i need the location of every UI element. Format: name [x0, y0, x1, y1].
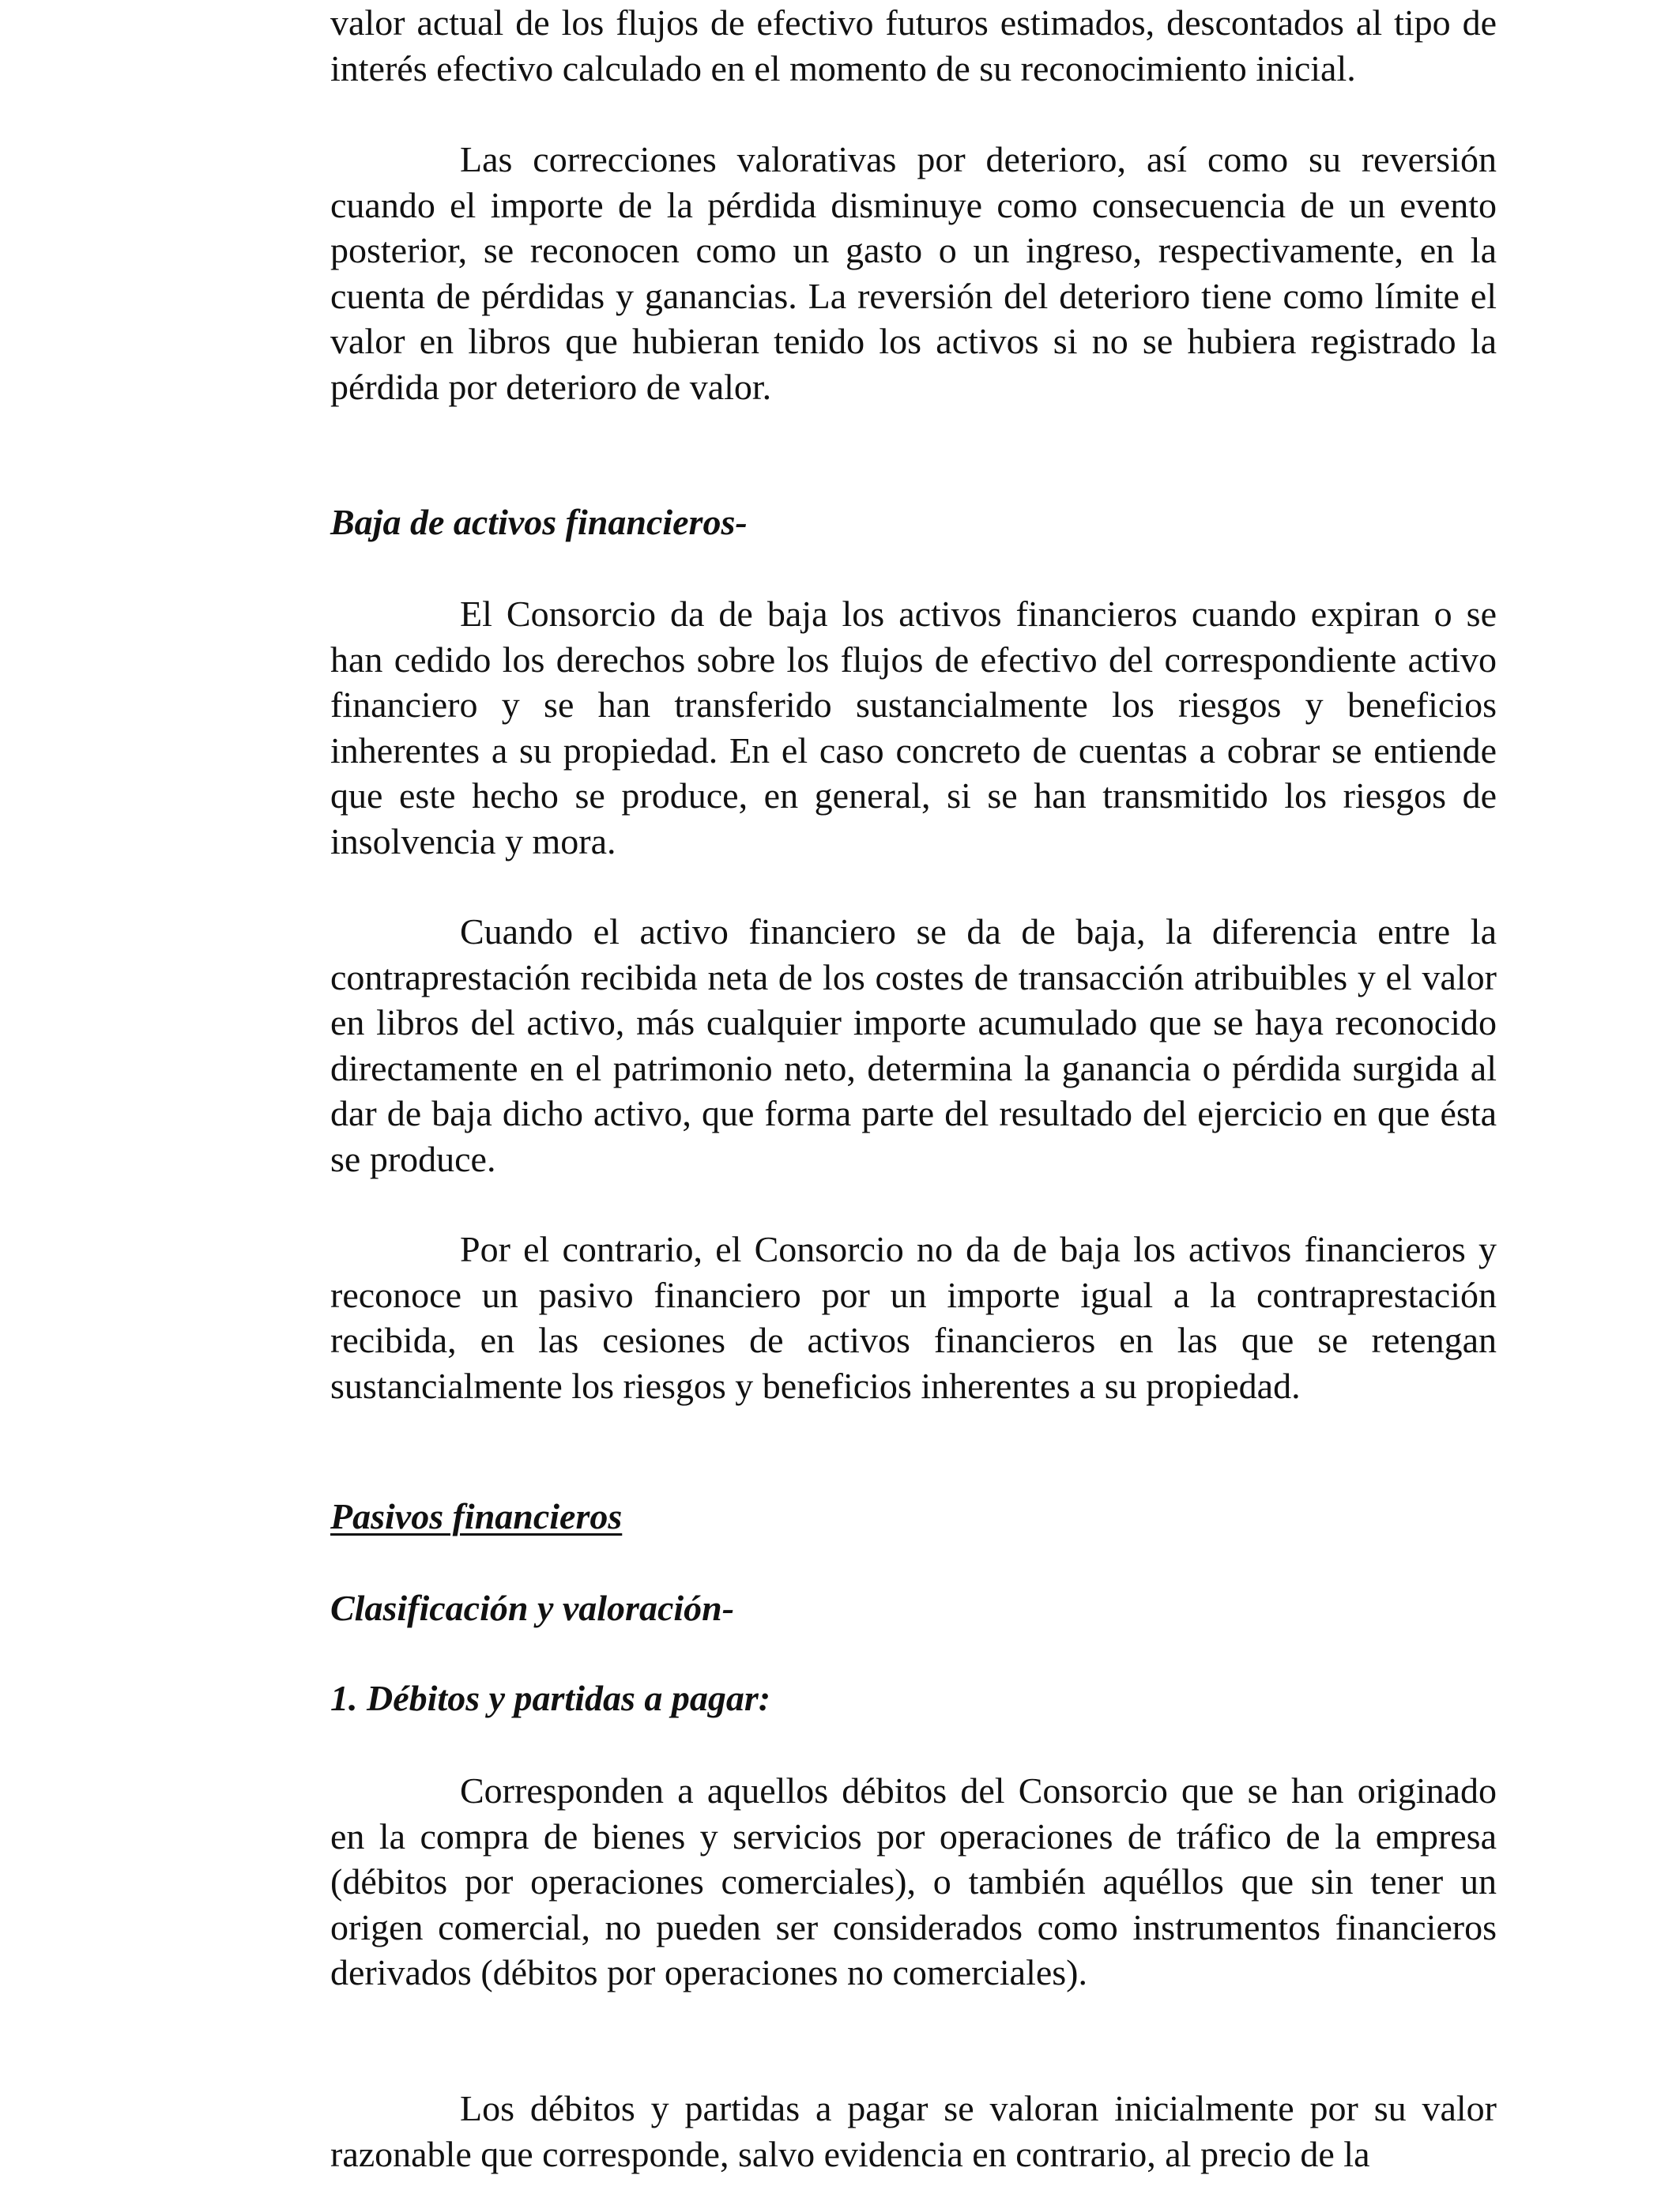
paragraph-por-el-contrario: Por el contrario, el Consorcio no da de baja los activos financieros y reconoce un pasivo financiero por un importe igual a la contraprestación recibida, en las cesiones de activos financieros en las que se retengan sustancialmente los riesgos y beneficios inherentes a su propiedad.	[330, 1229, 1497, 1406]
paragraph-correcciones-valorativas: Las correcciones valorativas por deterioro, así como su reversión cuando el importe de la pérdida disminuye como consecuencia de un evento posterior, se reconocen como un gasto o un ingreso, respectivamente, en la cuenta de pérdidas y ganancias. La reversión del deterioro tiene como límite el valor en libros que hubieran tenido los activos si no se hubiera registrado la pérdida por deterioro de valor.	[330, 139, 1497, 407]
heading-baja-activos-financieros: Baja de activos financieros-	[330, 502, 748, 542]
heading-debitos-partidas-pagar: 1. Débitos y partidas a pagar:	[330, 1678, 771, 1718]
paragraph-valor-actual: valor actual de los flujos de efectivo futuros estimados, descontados al tipo de interés efectivo calculado en el momento de su reconocimiento inicial.	[330, 2, 1497, 89]
paragraph-debitos-valoran: Los débitos y partidas a pagar se valoran inicialmente por su valor razonable que corresponde, salvo evidencia en contrario, al precio de la	[330, 2088, 1497, 2174]
paragraph-consorcio-da-de-baja: El Consorcio da de baja los activos financieros cuando expiran o se han cedido los derechos sobre los flujos de efectivo del correspondiente activo financiero y se han transferido sustancialmente los riesgos y beneficios inherentes a su propiedad. En el caso concreto de cuentas a cobrar se entiende que este hecho se produce, en general, si se han transmitido los riesgos de insolvencia y mora.	[330, 594, 1497, 861]
paragraph-cuando-activo-baja: Cuando el activo financiero se da de baja, la diferencia entre la contraprestación recibida neta de los costes de transacción atribuibles y el valor en libros del activo, más cualquier importe acumulado que se haya reconocido directamente en el patrimonio neto, determina la ganancia o pérdida surgida al dar de baja dicho activo, que forma parte del resultado del ejercicio en que ésta se produce.	[330, 911, 1497, 1179]
heading-pasivos-financieros: Pasivos financieros	[330, 1496, 623, 1536]
heading-clasificacion-valoracion: Clasificación y valoración-	[330, 1588, 735, 1628]
paragraph-corresponden-debitos: Corresponden a aquellos débitos del Consorcio que se han originado en la compra de bienes y servicios por operaciones de tráfico de la empresa (débitos por operaciones comerciales), o también aquéllos que sin tener un origen comercial, no pueden ser considerados como instrumentos financieros derivados (débitos por operaciones no comerciales).	[330, 1770, 1497, 1992]
